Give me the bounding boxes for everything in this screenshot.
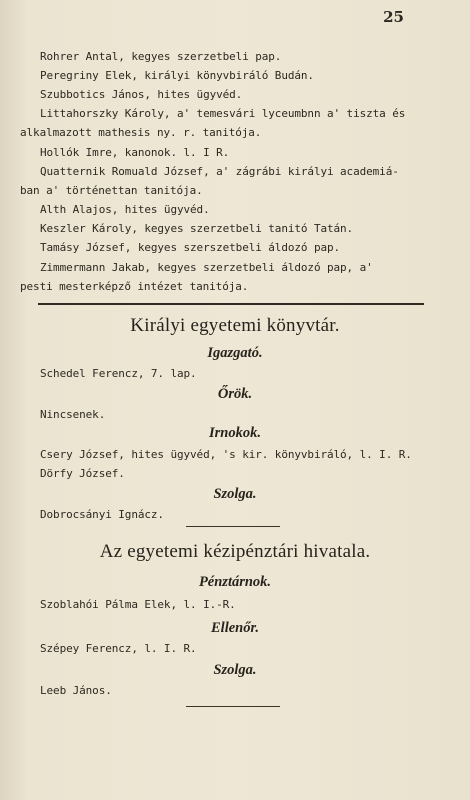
list-item: Rohrer Antal, kegyes szerzetbeli pap. (40, 50, 282, 63)
list-item: Hollók Imre, kanonok. l. I R. (40, 146, 230, 159)
clerks-heading: Irnokok. (209, 425, 261, 441)
servant-name: Dobrocsányi Ignácz. (40, 508, 164, 521)
guard-text: Nincsenek. (40, 408, 106, 421)
section-divider (38, 303, 424, 305)
short-divider (186, 526, 280, 527)
treasury-servant-heading: Szolga. (213, 662, 257, 678)
list-item: Tamásy József, kegyes szerszetbeli áldozó pap. (40, 241, 341, 254)
controller-heading: Ellenőr. (211, 620, 259, 636)
director-name: Schedel Ferencz, 7. lap. (40, 367, 197, 380)
list-item: alkalmazott mathesis ny. r. tanitója. (20, 126, 262, 139)
director-heading: Igazgató. (207, 345, 263, 361)
list-item: pesti mesterképző intézet tanitója. (20, 280, 249, 293)
controller-name: Szépey Ferencz, l. I. R. (40, 642, 197, 655)
list-item: Zimmermann Jakab, kegyes szerzetbeli áldozó pap, a' (40, 261, 373, 274)
list-item: Peregriny Elek, királyi könyvbiráló Budán. (40, 69, 314, 82)
library-title: Királyi egyetemi könyvtár. (130, 315, 340, 336)
list-item: Szubbotics János, hites ügyvéd. (40, 88, 243, 101)
page-number: 25 (383, 8, 404, 26)
clerk-name: Dörfy József. (40, 467, 125, 480)
servant-heading: Szolga. (213, 486, 257, 502)
treasury-servant-name: Leeb János. (40, 684, 112, 697)
treasury-title: Az egyetemi kézipénztári hivatala. (99, 541, 371, 562)
short-divider (186, 706, 280, 707)
list-item: ban a' történettan tanitója. (20, 184, 203, 197)
clerk-name: Csery József, hites ügyvéd, 's kir. könyvbiráló, l. I. R. (40, 448, 412, 461)
list-item: Quatternik Romuald József, a' zágrábi királyi academiá- (40, 165, 399, 178)
cashier-name: Szoblahói Pálma Elek, l. I.-R. (40, 598, 236, 611)
guard-heading: Őrök. (217, 386, 253, 402)
cashier-heading: Pénztárnok. (198, 574, 272, 590)
list-item: Keszler Károly, kegyes szerzetbeli tanitó Tatán. (40, 222, 354, 235)
list-item: Littahorszky Károly, a' temesvári lyceumbnn a' tiszta és (40, 107, 406, 120)
list-item: Alth Alajos, hites ügyvéd. (40, 203, 210, 216)
